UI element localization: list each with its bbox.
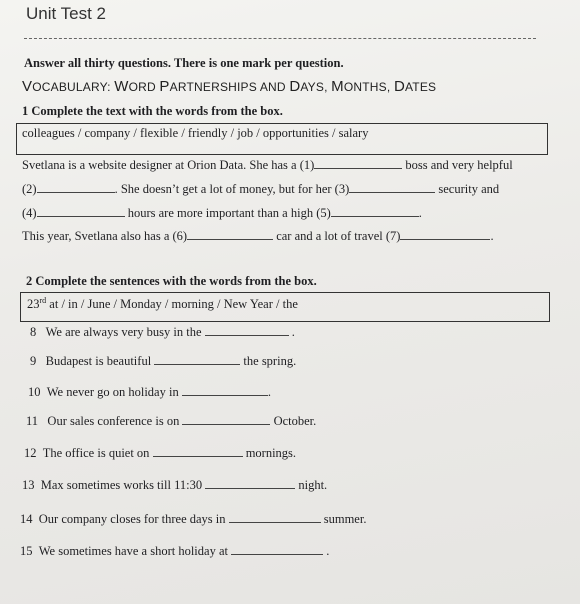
question-15: 15 We sometimes have a short holiday at . <box>20 544 330 558</box>
answer-blank-3[interactable] <box>349 180 435 193</box>
part1-line-3: (4) hours are more important than a high (5) . <box>22 206 422 220</box>
question-8: 8 We are always very busy in the . <box>30 325 295 339</box>
question-10: 10 We never go on holiday in . <box>28 385 271 399</box>
part1-line-4: This year, Svetlana also has a (6) car and a lot of travel (7) . <box>22 229 494 243</box>
answer-blank-2[interactable] <box>37 180 115 193</box>
page-title: Unit Test 2 <box>26 4 107 23</box>
instructions: Answer all thirty questions. There is one mark per question. <box>24 56 344 70</box>
answer-blank-5[interactable] <box>331 204 419 217</box>
question-14: 14 Our company closes for three days in summer. <box>20 512 367 526</box>
part1-word-list: colleagues / company / flexible / friendly / job / opportunities / salary <box>22 126 369 140</box>
question-13: 13 Max sometimes works till 11:30 night. <box>22 478 328 492</box>
question-9: 9 Budapest is beautiful the spring. <box>30 354 297 368</box>
part2-word-list: 23rd at / in / June / Monday / morning / New Year / the <box>27 296 298 312</box>
title-divider <box>24 38 536 39</box>
question-11: 11 Our sales conference is on October. <box>26 414 317 428</box>
answer-blank-8[interactable] <box>205 323 289 336</box>
answer-blank-15[interactable] <box>231 542 323 555</box>
answer-blank-10[interactable] <box>182 383 268 396</box>
answer-blank-12[interactable] <box>153 444 243 457</box>
answer-blank-4[interactable] <box>37 204 125 217</box>
section-title: VOCABULARY: WORD PARTNERSHIPS AND DAYS, MONTHS, DATES <box>22 78 437 95</box>
answer-blank-14[interactable] <box>229 510 321 523</box>
part1-line-2: (2) . She doesn’t get a lot of money, but for her (3) security and <box>22 182 500 196</box>
answer-blank-11[interactable] <box>182 412 270 425</box>
answer-blank-1[interactable] <box>314 156 402 169</box>
answer-blank-7[interactable] <box>400 227 490 240</box>
answer-blank-13[interactable] <box>205 476 295 489</box>
part1-heading: 1 Complete the text with the words from the box. <box>22 104 283 118</box>
question-12: 12 The office is quiet on mornings. <box>24 446 297 460</box>
part2-heading: 2 Complete the sentences with the words from the box. <box>26 274 317 288</box>
answer-blank-9[interactable] <box>154 352 240 365</box>
part1-line-1: Svetlana is a website designer at Orion Data. She has a (1) boss and very helpful <box>22 158 513 172</box>
answer-blank-6[interactable] <box>187 227 273 240</box>
